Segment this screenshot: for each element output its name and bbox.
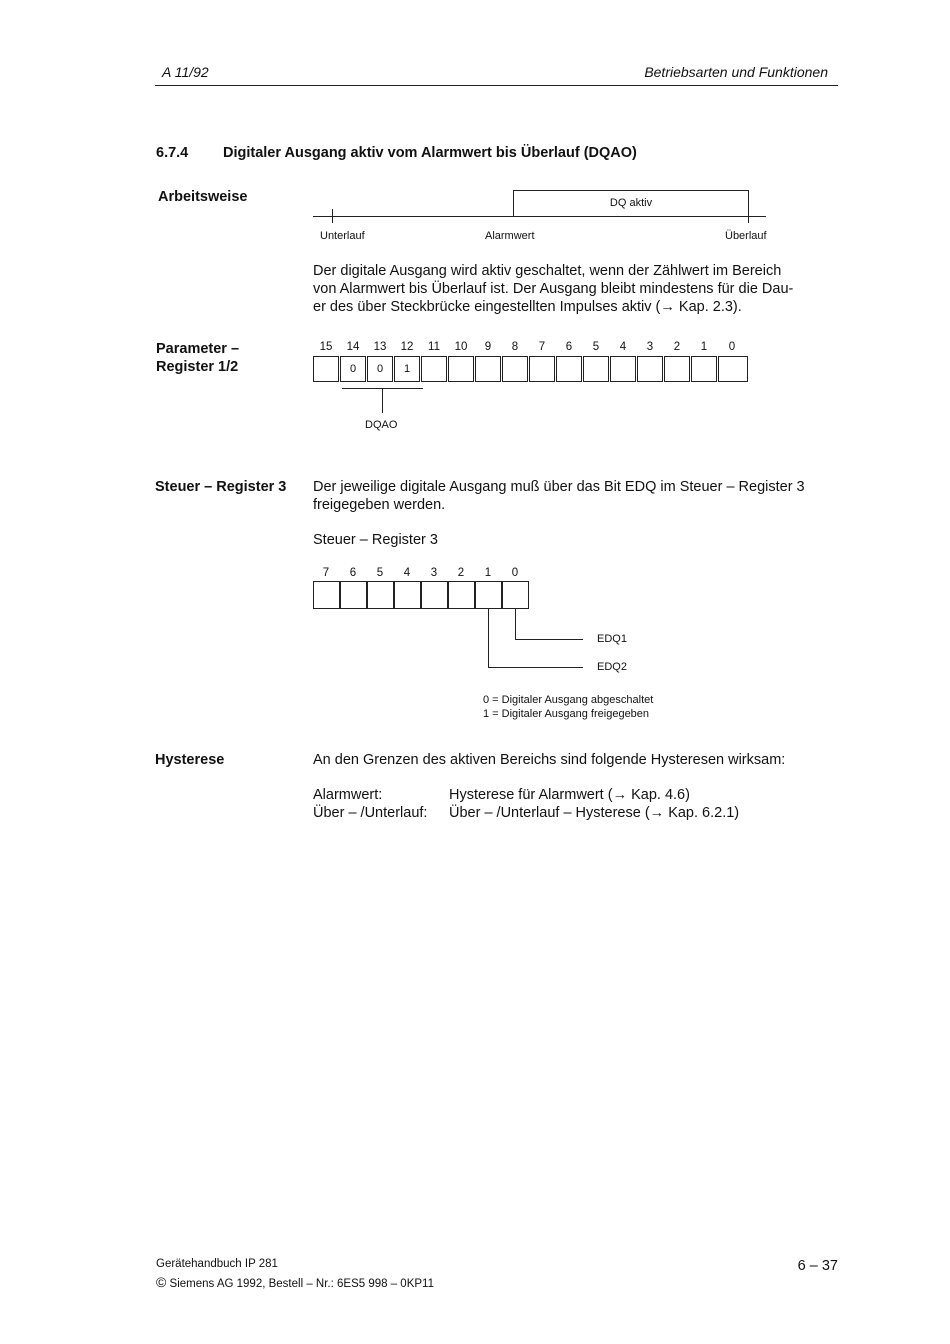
parameter-label-line1: Parameter – [156,341,240,357]
text-line: freigegeben werden. [313,497,446,513]
footer-order: Siemens AG 1992, Bestell – Nr.: 6ES5 998 – 0KP11 [169,1278,434,1290]
arbeitsweise-label: Arbeitsweise [158,189,248,205]
bit-number: 2 [457,567,465,579]
bit-number: 15 [319,341,333,353]
section-title: Digitaler Ausgang aktiv vom Alarmwert bis Überlauf (DQAO) [223,145,637,161]
register-cell [529,356,555,382]
register-cell: 0 [367,356,393,382]
register-cell [448,581,475,609]
register-cell [610,356,636,382]
bit-number: 9 [484,341,492,353]
bit-number: 7 [322,567,330,579]
legend-line: 1 = Digitaler Ausgang freigegeben [483,708,650,720]
edq2-lead-v [488,609,489,667]
register-cell [340,581,367,609]
register-cell [475,581,502,609]
register-cell [583,356,609,382]
steuer-text [313,478,805,514]
bit-number: 11 [428,341,440,353]
bit-number: 10 [454,341,468,353]
bit-number: 0 [728,341,736,353]
parameter-label [156,340,239,376]
hysterese-key: Über – /Unterlauf: [313,805,428,821]
edq1-label: EDQ1 [597,633,627,645]
bit-number: 0 [511,567,519,579]
arbeitsweise-text [313,262,793,316]
register-cell: 1 [394,356,420,382]
section-number: 6.7.4 [156,145,189,161]
text-line: Der digitale Ausgang wird aktiv geschaltet, wenn der Zählwert im Bereich [313,263,782,279]
bit-number: 5 [592,341,600,353]
register-cell [421,581,448,609]
footer-copyright [156,1274,434,1290]
dqao-bracket-stem [382,388,383,413]
footer-manual: Gerätehandbuch IP 281 [156,1258,278,1270]
text-line: von Alarmwert bis Überlauf ist. Der Ausgang bleibt mindestens für die Dau- [313,281,794,297]
legend-line: 0 = Digitaler Ausgang abgeschaltet [483,694,654,706]
steuer-register-title: Steuer – Register 3 [313,532,438,548]
bit-number: 12 [400,341,414,353]
alarmwert-label: Alarmwert [485,230,535,242]
hysterese-value: Hysterese für Alarmwert (→ Kap. 4.6) [449,787,690,803]
register-cell [664,356,690,382]
register-cell [502,356,528,382]
hysterese-text: An den Grenzen des aktiven Bereichs sind folgende Hysteresen wirksam: [313,752,786,768]
edq1-lead-v [515,609,516,639]
hysterese-key: Alarmwert: [313,787,383,803]
register-cell [367,581,394,609]
edq1-lead-h [515,639,583,640]
page-number: 6 – 37 [797,1258,838,1274]
register-cell [718,356,748,382]
hysterese-value: Über – /Unterlauf – Hysterese (→ Kap. 6.2.1) [449,805,740,821]
register-cell [637,356,663,382]
dq-aktiv-label: DQ aktiv [609,197,653,209]
unterlauf-label: Unterlauf [320,230,365,242]
ueberlauf-label: Überlauf [725,230,767,242]
bit-number: 3 [646,341,654,353]
edq-legend [483,693,653,721]
bit-number: 6 [349,567,357,579]
register-cell: 0 [340,356,366,382]
edq2-label: EDQ2 [597,661,627,673]
bit-number: 1 [700,341,708,353]
text-line: er des über Steckbrücke eingestellten Impulses aktiv (→ Kap. 2.3). [313,299,742,315]
bit-number: 5 [376,567,384,579]
header-left: A 11/92 [162,64,209,80]
bit-number: 1 [484,567,492,579]
bit-number: 13 [373,341,387,353]
bit-number: 6 [565,341,573,353]
bit-number: 7 [538,341,546,353]
header-right: Betriebsarten und Funktionen [644,64,828,80]
register-cell [421,356,447,382]
parameter-label-line2: Register 1/2 [156,359,239,375]
register-cell [691,356,717,382]
bit-number: 2 [673,341,681,353]
bit-number: 8 [511,341,519,353]
bit-number: 4 [619,341,627,353]
register-cell [502,581,529,609]
bit-number: 14 [346,341,360,353]
register-cell [556,356,582,382]
register-cell [394,581,421,609]
register-cell [448,356,474,382]
edq2-lead-h [488,667,583,668]
register-cell [313,581,340,609]
steuer-label: Steuer – Register 3 [155,479,287,495]
unterlauf-tick [332,209,333,223]
register-cell [313,356,339,382]
header-rule [155,85,838,86]
bit-number: 3 [430,567,438,579]
copyright-icon: © [156,1274,167,1290]
register-cell [475,356,501,382]
bit-number: 4 [403,567,411,579]
dqao-label: DQAO [365,419,398,431]
text-line: Der jeweilige digitale Ausgang muß über das Bit EDQ im Steuer – Register 3 [313,479,805,495]
hysterese-label: Hysterese [155,752,225,768]
